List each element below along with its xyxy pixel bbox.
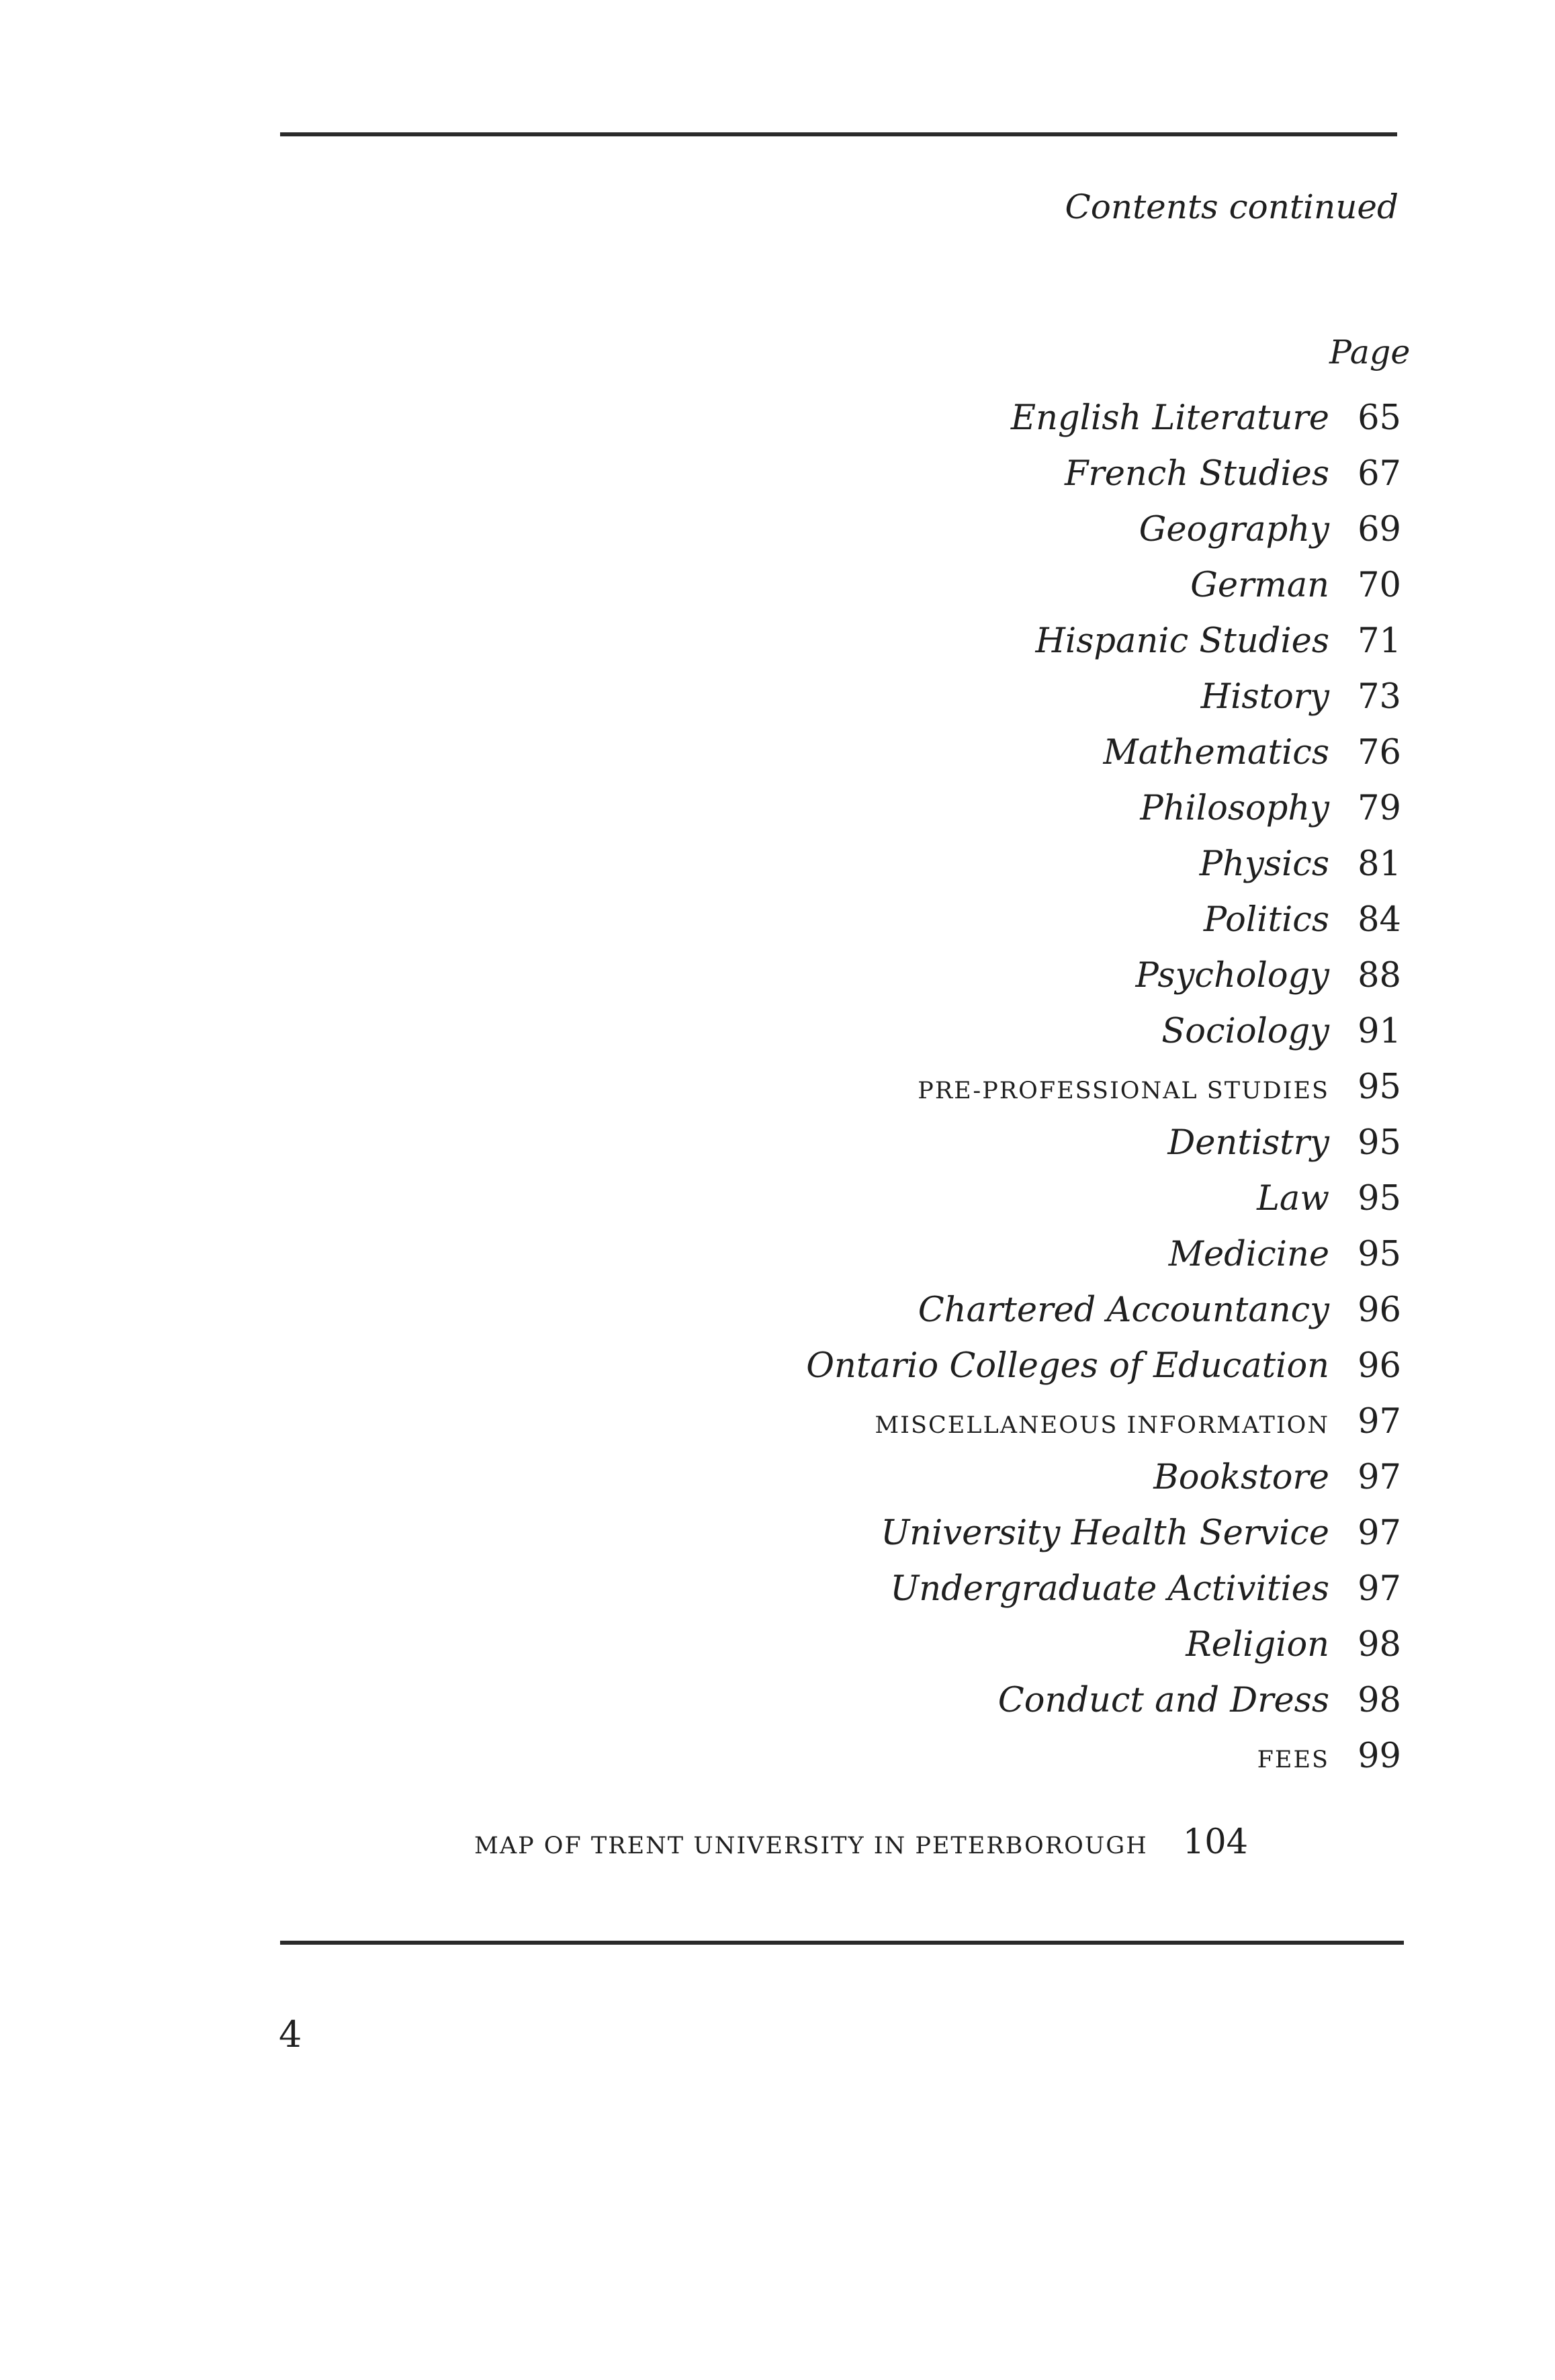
toc-entry-page: 95: [1358, 1179, 1401, 1219]
toc-entry-page: 96: [1358, 1346, 1401, 1386]
toc-entry: [806, 1346, 1401, 1405]
toc-entry-title: Politics: [1203, 900, 1329, 940]
toc-entry: [806, 568, 1401, 624]
toc-entry: [806, 677, 1401, 736]
toc-entry: [806, 733, 1401, 791]
toc-entry-page: 104: [1182, 1822, 1249, 1862]
toc-entry-page: 97: [1358, 1402, 1401, 1442]
toc-entry-page: 97: [1358, 1458, 1401, 1497]
toc-entry: [806, 900, 1401, 959]
toc-entry: [806, 791, 1401, 847]
toc-entry-title: Bookstore: [1153, 1458, 1329, 1497]
page-column-header: [806, 333, 1411, 401]
toc-entry-map: [474, 1822, 1248, 1862]
toc-entry: [806, 1569, 1401, 1628]
toc-entry-title: Psychology: [1135, 956, 1329, 996]
toc-entry-title: Physics: [1199, 844, 1329, 884]
toc-entry-title: Ontario Colleges of Education: [806, 1346, 1329, 1386]
toc-entry: [806, 1513, 1401, 1572]
toc-entry: [806, 1290, 1401, 1349]
toc-entry-page: 73: [1358, 677, 1401, 717]
toc-entry-title: English Literature: [1010, 398, 1329, 438]
toc-entry: [806, 1237, 1401, 1293]
toc-entry-page: 76: [1358, 733, 1401, 773]
toc-entry-title: Sociology: [1161, 1012, 1329, 1051]
toc-entry: [806, 510, 1401, 568]
toc-entry: [806, 1014, 1401, 1070]
toc-entry: [806, 454, 1401, 513]
toc-entry-title: PRE-PROFESSIONAL STUDIES: [918, 1077, 1329, 1104]
toc-entry-page: 84: [1358, 900, 1401, 940]
toc-entry: [806, 398, 1401, 457]
toc-entry: [806, 956, 1401, 1014]
toc-entry-title: French Studies: [1064, 454, 1329, 494]
toc-entry-page: 88: [1358, 956, 1401, 996]
toc-entry-title: Dentistry: [1167, 1123, 1329, 1163]
toc-entry-page: 95: [1358, 1123, 1401, 1163]
toc-entry-page: 70: [1358, 566, 1401, 605]
toc-entry-title: Hispanic Studies: [1035, 621, 1329, 661]
toc-entry-page: 79: [1358, 789, 1401, 828]
toc-entry-title: Geography: [1139, 510, 1329, 549]
toc-entry-page: 65: [1358, 398, 1401, 438]
toc-entry-title: Philosophy: [1140, 789, 1329, 828]
toc-entry: [806, 1123, 1401, 1182]
toc-entry: [806, 1625, 1401, 1683]
toc-entry-title: Medicine: [1168, 1235, 1329, 1274]
toc-entry-title: Chartered Accountancy: [918, 1290, 1329, 1330]
toc-entry-title: FEES: [1257, 1747, 1329, 1773]
toc-entry-title: Conduct and Dress: [997, 1681, 1329, 1720]
toc-entry: [806, 1179, 1401, 1237]
toc-entry: [806, 1402, 1401, 1460]
page-column-label: Page: [1329, 333, 1411, 371]
toc-entry-title: Religion: [1186, 1625, 1329, 1665]
toc-entry-page: 69: [1358, 510, 1401, 549]
toc-entry-page: 98: [1358, 1681, 1401, 1720]
toc-entry-title: History: [1200, 677, 1329, 717]
toc-entry-page: 98: [1358, 1625, 1401, 1665]
toc-entry-title: MAP OF TRENT UNIVERSITY IN PETERBOROUGH: [474, 1833, 1148, 1859]
toc-entry-page: 96: [1358, 1290, 1401, 1330]
toc-entry-page: 91: [1358, 1012, 1401, 1051]
toc-entry-page: 95: [1358, 1067, 1401, 1107]
toc-entry: [806, 1683, 1401, 1739]
toc-entry-page: 99: [1358, 1736, 1401, 1776]
toc-entry-title: MISCELLANEOUS INFORMATION: [875, 1412, 1329, 1439]
toc-entry-page: 95: [1358, 1235, 1401, 1274]
toc-entry: [806, 844, 1401, 903]
table-of-contents: [806, 333, 1411, 1795]
bottom-rule: [280, 1941, 1404, 1945]
toc-entry-page: 67: [1358, 454, 1401, 494]
toc-entry-page: 71: [1358, 621, 1401, 661]
page-heading: Contents continued: [1065, 187, 1398, 226]
page-number: 4: [279, 2013, 302, 2056]
toc-entry-title: University Health Service: [881, 1513, 1329, 1553]
toc-entry: [806, 621, 1401, 680]
toc-entry-title: Mathematics: [1103, 733, 1329, 773]
toc-entry: [806, 1736, 1401, 1795]
toc-entry-title: Law: [1257, 1179, 1329, 1219]
toc-entry-page: 81: [1358, 844, 1401, 884]
toc-entry-title: German: [1190, 566, 1329, 605]
toc-entry: [806, 1460, 1401, 1516]
toc-entry-page: 97: [1358, 1569, 1401, 1609]
toc-entry: [806, 1067, 1401, 1126]
top-rule: [280, 132, 1397, 136]
toc-entry-title: Undergraduate Activities: [890, 1569, 1329, 1609]
toc-entry-page: 97: [1358, 1513, 1401, 1553]
